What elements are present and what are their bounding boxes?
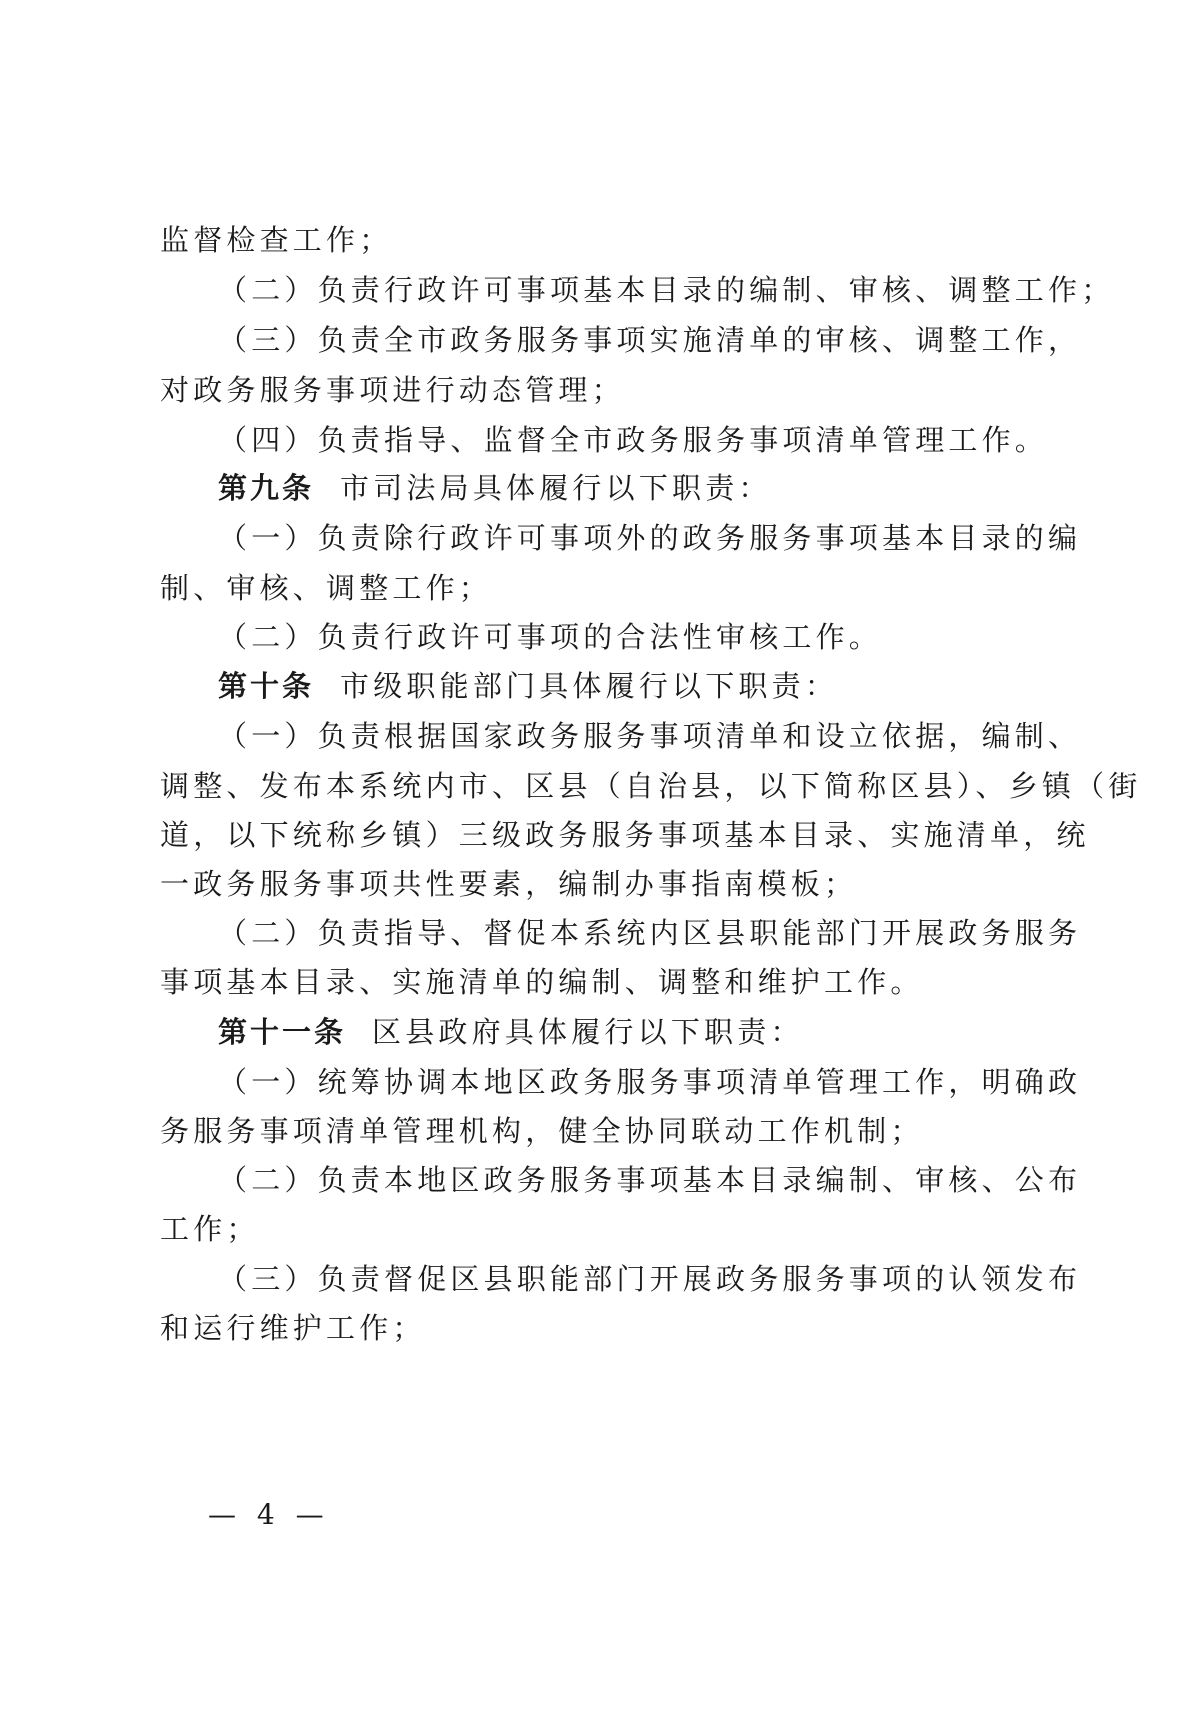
page-number: — 4 — [208, 1498, 330, 1531]
paragraph-line: （一）统筹协调本地区政务服务事项清单管理工作，明确政 [218, 1065, 1082, 1099]
article-text: 市司法局具体履行以下职责： [340, 471, 772, 505]
article-heading: 第九条 [218, 471, 315, 505]
paragraph-line: （四）负责指导、监督全市政务服务事项清单管理工作。 [218, 423, 1049, 457]
article-nine [218, 468, 1040, 508]
paragraph-line: 制、审核、调整工作； [160, 571, 493, 605]
paragraph-line: 事项基本目录、实施清单的编制、调整和维护工作。 [160, 965, 924, 999]
paragraph-line: 工作； [160, 1212, 260, 1246]
article-text: 市级职能部门具体履行以下职责： [340, 669, 839, 703]
article-text: 区县政府具体履行以下职责： [372, 1015, 804, 1049]
paragraph-line: 对政务服务事项进行动态管理； [160, 373, 625, 407]
paragraph-line: （一）负责根据国家政务服务事项清单和设立依据，编制、 [218, 719, 1082, 753]
paragraph-line: 监督检查工作； [160, 223, 393, 257]
paragraph-line: （三）负责全市政务服务事项实施清单的审核、调整工作， [218, 323, 1082, 357]
paragraph-line: 务服务事项清单管理机构，健全协同联动工作机制； [160, 1114, 924, 1148]
paragraph-line: 一政务服务事项共性要素，编制办事指南模板； [160, 867, 858, 901]
paragraph-line: 和运行维护工作； [160, 1311, 426, 1345]
paragraph-line: 调整、发布本系统内市、区县（自治县，以下简称区县）、乡镇（街 [160, 769, 1142, 803]
paragraph-line: （一）负责除行政许可事项外的政务服务事项基本目录的编 [218, 521, 1082, 555]
article-eleven [218, 1012, 1040, 1052]
article-ten [218, 666, 1040, 706]
paragraph-line: （二）负责行政许可事项基本目录的编制、审核、调整工作； [218, 273, 1115, 307]
paragraph-line: （二）负责行政许可事项的合法性审核工作。 [218, 620, 883, 654]
paragraph-line: （二）负责指导、督促本系统内区县职能部门开展政务服务 [218, 916, 1082, 950]
paragraph-line: （二）负责本地区政务服务事项基本目录编制、审核、公布 [218, 1163, 1082, 1197]
paragraph-line: （三）负责督促区县职能部门开展政务服务事项的认领发布 [218, 1262, 1082, 1296]
article-heading: 第十条 [218, 669, 315, 703]
article-heading: 第十一条 [218, 1015, 347, 1049]
paragraph-line: 道，以下统称乡镇）三级政务服务事项基本目录、实施清单，统 [160, 818, 1090, 852]
